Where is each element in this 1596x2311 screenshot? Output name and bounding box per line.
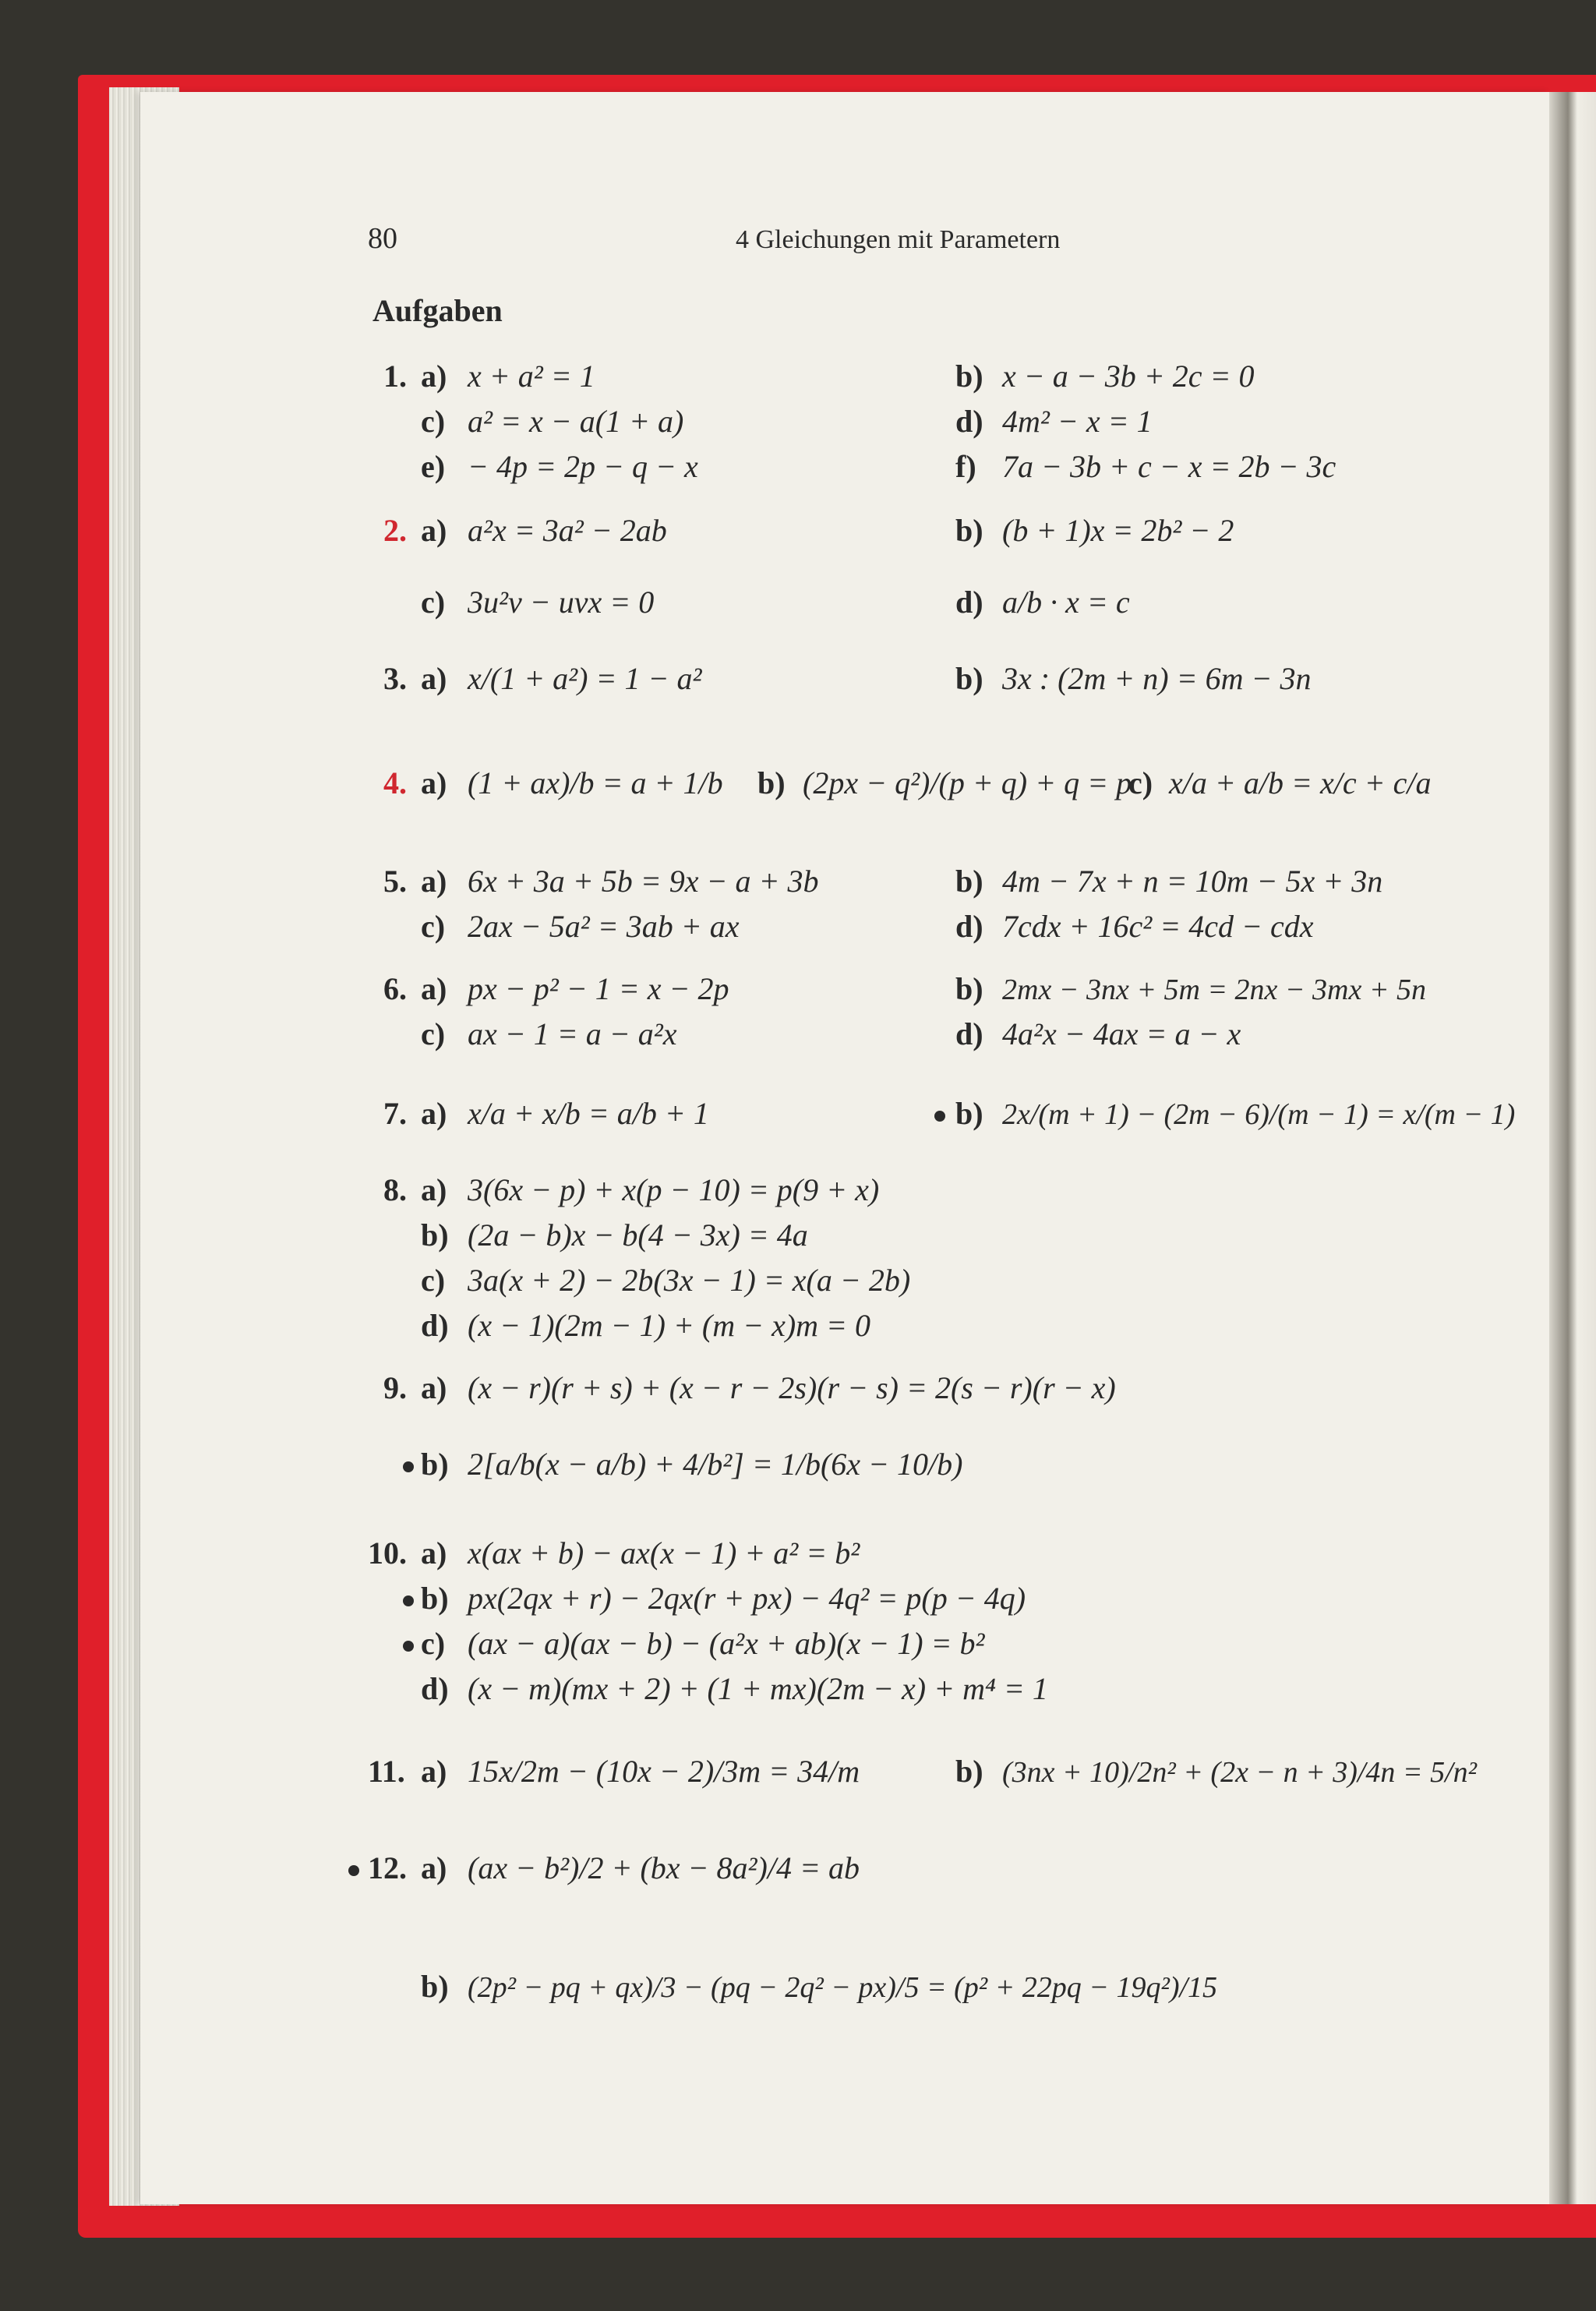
part-label: b) bbox=[955, 971, 983, 1006]
part-label: c) bbox=[421, 404, 446, 439]
equation: x/a + x/b = a/b + 1 bbox=[468, 1096, 709, 1131]
equation: x + a² = 1 bbox=[468, 359, 595, 394]
exercise-number: 5. bbox=[383, 864, 407, 899]
equation: (x − 1)(2m − 1) + (m − x)m = 0 bbox=[468, 1308, 871, 1343]
page-number: 80 bbox=[368, 222, 397, 255]
part-label: a) bbox=[421, 1535, 447, 1571]
part-label: a) bbox=[421, 971, 447, 1006]
chapter-title: 4 Gleichungen mit Parametern bbox=[736, 225, 1061, 254]
exercise-number: 7. bbox=[383, 1096, 407, 1131]
equation: (ax − b²)/2 + (bx − 8a²)/4 = ab bbox=[468, 1850, 860, 1885]
equation: 15x/2m − (10x − 2)/3m = 34/m bbox=[468, 1754, 860, 1789]
part-label: b) bbox=[955, 661, 983, 696]
equation: px(2qx + r) − 2qx(r + px) − 4q² = p(p − 4q) bbox=[468, 1581, 1026, 1616]
equation: (2p² − pq + qx)/3 − (pq − 2q² − px)/5 = (p² + 22pq − 19q²)/15 bbox=[468, 1971, 1218, 2004]
part-label: b) bbox=[421, 1217, 449, 1253]
part-label: c) bbox=[1128, 765, 1153, 800]
equation: 2ax − 5a² = 3ab + ax bbox=[468, 909, 740, 944]
equation: (2a − b)x − b(4 − 3x) = 4a bbox=[468, 1217, 808, 1253]
equation: px − p² − 1 = x − 2p bbox=[468, 971, 729, 1006]
exercise-number: 10. bbox=[368, 1535, 407, 1571]
exercise-number: 2. bbox=[383, 513, 407, 548]
equation: 3a(x + 2) − 2b(3x − 1) = x(a − 2b) bbox=[468, 1263, 911, 1298]
part-label: b) bbox=[955, 864, 983, 899]
equation: (x − r)(r + s) + (x − r − 2s)(r − s) = 2(s − r)(r − x) bbox=[468, 1370, 1116, 1405]
part-label: d) bbox=[955, 909, 983, 944]
part-label: c) bbox=[421, 1626, 446, 1661]
equation: 4m − 7x + n = 10m − 5x + 3n bbox=[1002, 864, 1383, 899]
part-label: b) bbox=[421, 1447, 449, 1482]
part-label: f) bbox=[955, 449, 976, 484]
equation: x/(1 + a²) = 1 − a² bbox=[468, 661, 702, 696]
equation: x/a + a/b = x/c + c/a bbox=[1169, 765, 1432, 800]
part-label: c) bbox=[421, 585, 446, 620]
exercise-number: 4. bbox=[383, 765, 407, 800]
equation: a²x = 3a² − 2ab bbox=[468, 513, 667, 548]
equation: 2mx − 3nx + 5m = 2nx − 3mx + 5n bbox=[1002, 974, 1427, 1006]
exercise-number: 12. bbox=[368, 1850, 407, 1885]
equation: x(ax + b) − ax(x − 1) + a² = b² bbox=[468, 1535, 860, 1571]
equation: (2px − q²)/(p + q) + q = p bbox=[803, 765, 1132, 800]
exercise-number: 9. bbox=[383, 1370, 407, 1405]
part-label: e) bbox=[421, 449, 446, 484]
part-label: b) bbox=[757, 765, 786, 800]
exercise-number: 3. bbox=[383, 661, 407, 696]
part-label: b) bbox=[421, 1581, 449, 1616]
part-label: a) bbox=[421, 864, 447, 899]
equation: 6x + 3a + 5b = 9x − a + 3b bbox=[468, 864, 819, 899]
part-label: b) bbox=[421, 1969, 449, 2004]
equation: 3x : (2m + n) = 6m − 3n bbox=[1002, 661, 1312, 696]
part-label: a) bbox=[421, 661, 447, 696]
part-label: c) bbox=[421, 1263, 446, 1298]
part-label: a) bbox=[421, 1370, 447, 1405]
part-label: c) bbox=[421, 1016, 446, 1051]
part-label: d) bbox=[955, 404, 983, 439]
equation: x − a − 3b + 2c = 0 bbox=[1002, 359, 1255, 394]
part-label: b) bbox=[955, 359, 983, 394]
equation: 3u²v − uvx = 0 bbox=[468, 585, 655, 620]
equation: 4a²x − 4ax = a − x bbox=[1002, 1016, 1241, 1051]
part-label: a) bbox=[421, 1850, 447, 1885]
equation: (ax − a)(ax − b) − (a²x + ab)(x − 1) = b² bbox=[468, 1626, 985, 1661]
section-title: Aufgaben bbox=[373, 293, 503, 328]
part-label: b) bbox=[955, 513, 983, 548]
part-label: a) bbox=[421, 1172, 447, 1207]
part-label: a) bbox=[421, 359, 447, 394]
equation: a² = x − a(1 + a) bbox=[468, 404, 684, 439]
equation: ax − 1 = a − a²x bbox=[468, 1016, 677, 1051]
equation: a/b · x = c bbox=[1002, 585, 1130, 620]
equation: (x − m)(mx + 2) + (1 + mx)(2m − x) + m⁴ = 1 bbox=[468, 1671, 1048, 1706]
part-label: c) bbox=[421, 909, 446, 944]
exercise-number: 6. bbox=[383, 971, 407, 1006]
equation: 7a − 3b + c − x = 2b − 3c bbox=[1002, 449, 1336, 484]
book-page bbox=[140, 92, 1549, 2204]
part-label: d) bbox=[421, 1671, 449, 1706]
equation: (1 + ax)/b = a + 1/b bbox=[468, 765, 723, 800]
equation: (b + 1)x = 2b² − 2 bbox=[1002, 513, 1234, 548]
equation: 7cdx + 16c² = 4cd − cdx bbox=[1002, 909, 1314, 944]
equation: 3(6x − p) + x(p − 10) = p(9 + x) bbox=[468, 1172, 880, 1207]
part-label: b) bbox=[955, 1754, 983, 1789]
part-label: a) bbox=[421, 1096, 447, 1131]
part-label: d) bbox=[955, 585, 983, 620]
equation: 2x/(m + 1) − (2m − 6)/(m − 1) = x/(m − 1) bbox=[1002, 1098, 1516, 1131]
part-label: a) bbox=[421, 1754, 447, 1789]
exercise-number: 11. bbox=[368, 1754, 405, 1789]
exercise-number: 1. bbox=[383, 359, 407, 394]
part-label: d) bbox=[955, 1016, 983, 1051]
part-label: b) bbox=[955, 1096, 983, 1131]
equation: − 4p = 2p − q − x bbox=[468, 449, 698, 484]
part-label: a) bbox=[421, 765, 447, 800]
part-label: d) bbox=[421, 1308, 449, 1343]
part-label: a) bbox=[421, 513, 447, 548]
equation: 4m² − x = 1 bbox=[1002, 404, 1153, 439]
book-gutter bbox=[1549, 92, 1596, 2204]
equation: 2[a/b(x − a/b) + 4/b²] = 1/b(6x − 10/b) bbox=[468, 1447, 963, 1482]
exercise-number: 8. bbox=[383, 1172, 407, 1207]
equation: (3nx + 10)/2n² + (2x − n + 3)/4n = 5/n² bbox=[1002, 1756, 1478, 1789]
